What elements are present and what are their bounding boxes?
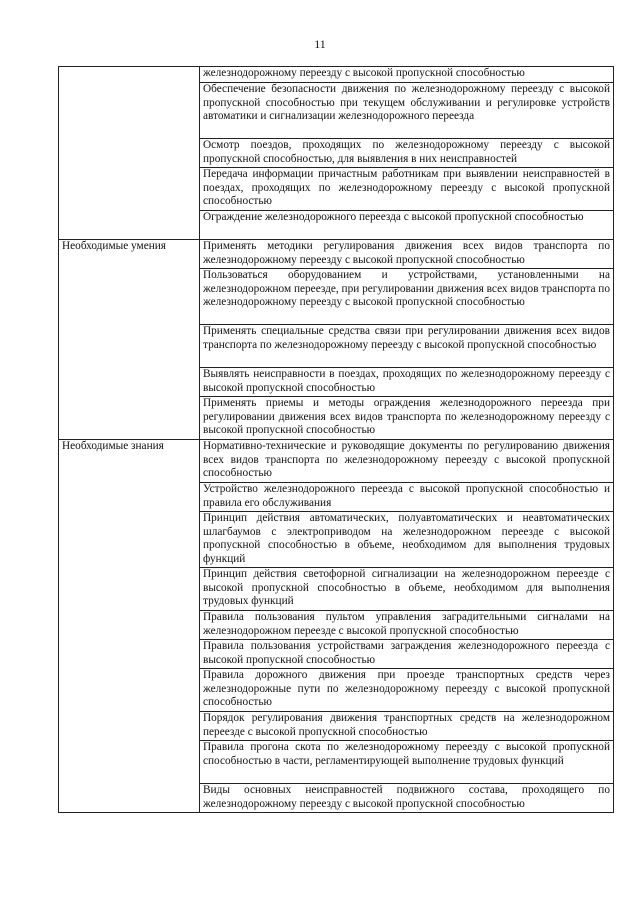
table-cell: Пользоваться оборудованием и устройствами, установленными на железнодорожном переезде, при регулировании движения всех видов транспорта по железнодорожному переезду с высокой пропускной способностью (200, 269, 614, 325)
table-cell: Осмотр поездов, проходящих по железнодорожному переезду с высокой пропускной способностью, для выявления в них неисправностей (200, 139, 614, 168)
table-row (59, 440, 614, 483)
table-cell: Устройство железнодорожного переезда с высокой пропускной способностью и правила его обслуживания (200, 483, 614, 512)
table-cell: Виды основных неисправностей подвижного состава, проходящего по железнодорожному переезду с высокой пропускной способностью (200, 784, 614, 813)
table-cell: Принцип действия автоматических, полуавтоматических и неавтоматических шлагбаумов с электроприводом на железнодорожном переезде с высокой пропускной способностью в объеме, необходимом для выполнения трудовых функций (200, 512, 614, 568)
table-cell: Применять методики регулирования движения всех видов транспорта по железнодорожному переезду с высокой пропускной способностью (200, 240, 614, 269)
page-number: 11 (314, 37, 326, 51)
table-cell: Правила пользования пультом управления заградительными сигналами на железнодорожном переезде с высокой пропускной способностью (200, 611, 614, 640)
requirements-table (58, 66, 614, 813)
table-cell: Передача информации причастным работникам при выявлении неисправностей в поездах, проходящих по железнодорожному переезду с высокой пропускной способностью (200, 168, 614, 211)
table-cell: Применять специальные средства связи при регулировании движения всех видов транспорта по железнодорожному переезду с высокой пропускной способностью (200, 325, 614, 368)
table-cell: Правила дорожного движения при проезде транспортных средств через железнодорожные пути по железнодорожному переезду с высокой пропускной способностью (200, 669, 614, 712)
table-cell: железнодорожному переезду с высокой пропускной способностью (200, 67, 614, 83)
table-cell: Выявлять неисправности в поездах, проходящих по железнодорожному переезду с высокой пропускной способностью (200, 368, 614, 397)
table-row (59, 240, 614, 269)
table-cell: Принцип действия светофорной сигнализации на железнодорожном переезде с высокой пропускной способностью в объеме, необходимом для выполнения трудовых функций (200, 568, 614, 611)
section-label-knowledge: Необходимые знания (59, 440, 200, 813)
table-cell: Нормативно-технические и руководящие документы по регулированию движения всех видов транспорта по железнодорожному переезду с высокой пропускной способностью (200, 440, 614, 483)
table-cell: Правила прогона скота по железнодорожному переезду с высокой пропускной способностью в части, регламентирующей выполнение трудовых функций (200, 741, 614, 784)
table-row (59, 67, 614, 83)
table-cell: Порядок регулирования движения транспортных средств на железнодорожном переезде с высокой пропускной способностью (200, 712, 614, 741)
table-cell: Правила пользования устройствами заграждения железнодорожного переезда с высокой пропускной способностью (200, 640, 614, 669)
section-label-actions (59, 67, 200, 240)
table-cell: Обеспечение безопасности движения по железнодорожному переезду с высокой пропускной способностью при текущем обслуживании и регулировке устройств автоматики и сигнализации железнодорожного переезда (200, 83, 614, 139)
table-cell: Ограждение железнодорожного переезда с высокой пропускной способностью (200, 211, 614, 240)
table-cell: Применять приемы и методы ограждения железнодорожного переезда при регулировании движения всех видов транспорта по железнодорожному переезду с высокой пропускной способностью (200, 397, 614, 440)
section-label-skills: Необходимые умения (59, 240, 200, 440)
